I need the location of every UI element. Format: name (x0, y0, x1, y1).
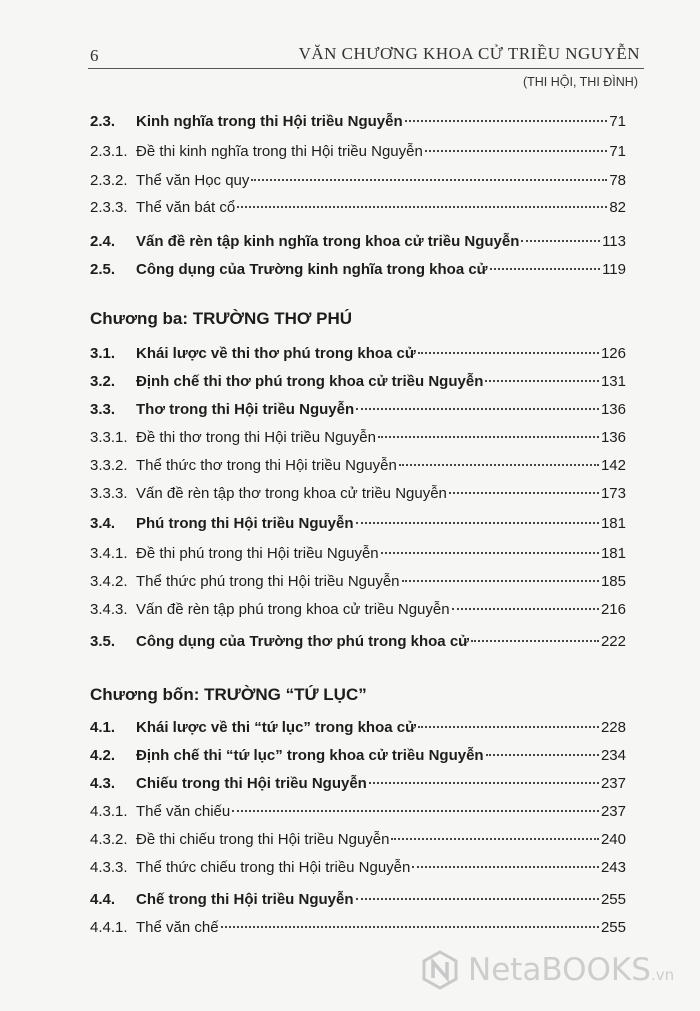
toc-entry (90, 196, 626, 220)
toc-dot-leader (418, 726, 599, 728)
toc-entry-title: Khái lược về thi “tứ lục” trong khoa cử (136, 719, 416, 736)
toc-entry (90, 828, 626, 852)
toc-entry-title: Thể văn chiếu (136, 803, 231, 820)
toc-entry-title: Thể văn Học quy (136, 172, 250, 189)
toc-entry-number: 2.3. (90, 113, 116, 130)
toc-dot-leader (251, 179, 607, 181)
toc-dot-leader (405, 120, 608, 122)
toc-entry-title: Định chế thi “tứ lục” trong khoa cử triều Nguyễn (136, 747, 484, 764)
toc-entry-number: 4.2. (90, 747, 116, 764)
toc-entry-number: 3.4.2. (90, 573, 128, 590)
running-title: VĂN CHƯƠNG KHOA CỬ TRIỀU NGUYỄN (298, 44, 640, 63)
toc-entry (90, 230, 626, 254)
toc-dot-leader (369, 782, 599, 784)
toc-entry (90, 542, 626, 566)
toc-entry-number: 4.3. (90, 775, 116, 792)
toc-entry-page: 222 (600, 633, 626, 650)
toc-entry-title: Vấn đề rèn tập phú trong khoa cử triều Nguyễn (136, 601, 450, 618)
toc-entry-number: 4.3.3. (90, 859, 128, 876)
toc-entry-title: Đề thi phú trong thi Hội triều Nguyễn (136, 545, 379, 562)
toc-dot-leader (399, 464, 599, 466)
toc-entry-title: Vấn đề rèn tập thơ trong khoa cử triều Nguyễn (136, 485, 447, 502)
toc-entry-page: 185 (600, 573, 626, 590)
toc-dot-leader (381, 552, 599, 554)
toc-entry-title: Phú trong thi Hội triều Nguyễn (136, 515, 354, 532)
toc-dot-leader (221, 926, 599, 928)
toc-entry-page: 181 (600, 515, 626, 532)
netabooks-watermark (420, 944, 690, 1000)
toc-entry-page: 255 (600, 891, 626, 908)
toc-entry-number: 2.3.3. (90, 199, 128, 216)
toc-entry-number: 4.4. (90, 891, 116, 908)
toc-dot-leader (356, 898, 599, 900)
toc-entry (90, 398, 626, 422)
toc-entry-title: Đề thi chiếu trong thi Hội triều Nguyễn (136, 831, 390, 848)
toc-dot-leader (449, 492, 599, 494)
watermark-text: NetaBOOKS.vn (468, 952, 675, 988)
toc-entry-title: Thể văn bát cổ (136, 199, 236, 216)
toc-entry-number: 3.4. (90, 515, 116, 532)
toc-entry (90, 110, 626, 134)
toc-entry-number: 3.5. (90, 633, 116, 650)
toc-entry (90, 482, 626, 506)
running-subtitle: (THI HỘI, THI ĐÌNH) (522, 75, 638, 89)
toc-entry-page: 234 (600, 747, 626, 764)
toc-entry-number: 4.4.1. (90, 919, 128, 936)
toc-entry-number: 3.3.1. (90, 429, 128, 446)
toc-dot-leader (378, 436, 599, 438)
toc-entry-title: Khái lược về thi thơ phú trong khoa cử (136, 345, 416, 362)
toc-entry-number: 2.3.2. (90, 172, 128, 189)
page-header (0, 0, 700, 100)
toc-dot-leader (485, 380, 599, 382)
toc-dot-leader (237, 206, 607, 208)
toc-entry-title: Đề thi thơ trong thi Hội triều Nguyễn (136, 429, 376, 446)
header-rule (88, 68, 644, 69)
toc-dot-leader (356, 522, 599, 524)
toc-entry-number: 3.3. (90, 401, 116, 418)
toc-entry-title: Thơ trong thi Hội triều Nguyễn (136, 401, 355, 418)
toc-entry-page: 142 (600, 457, 626, 474)
toc-dot-leader (402, 580, 599, 582)
toc-entry-title: Thể thức chiếu trong thi Hội triều Nguyễn (136, 859, 411, 876)
toc-entry-page: 240 (600, 831, 626, 848)
chapter-3-heading: Chương ba: TRƯỜNG THƠ PHÚ (90, 309, 353, 328)
toc-entry-number: 3.1. (90, 345, 116, 362)
toc-entry-page: 173 (600, 485, 626, 502)
toc-entry (90, 598, 626, 622)
toc-entry (90, 140, 626, 164)
toc-dot-leader (232, 810, 599, 812)
toc-dot-leader (452, 608, 599, 610)
toc-entry (90, 426, 626, 450)
toc-entry-title: Thể thức phú trong thi Hội triều Nguyễn (136, 573, 400, 590)
netabooks-logo-icon (420, 950, 460, 990)
toc-entry-page: 181 (600, 545, 626, 562)
chapter-4-heading: Chương bốn: TRƯỜNG “TỨ LỤC” (90, 685, 367, 704)
toc-dot-leader (521, 240, 600, 242)
toc-entry-number: 3.4.3. (90, 601, 128, 618)
toc-entry (90, 454, 626, 478)
toc-dot-leader (486, 754, 599, 756)
toc-entry (90, 800, 626, 824)
toc-entry-page: 82 (609, 199, 626, 216)
toc-entry-page: 237 (600, 803, 626, 820)
toc-entry (90, 716, 626, 740)
toc-entry (90, 342, 626, 366)
toc-entry-title: Thể văn chế (136, 919, 219, 936)
toc-entry-number: 2.3.1. (90, 143, 128, 160)
toc-entry-title: Đề thi kinh nghĩa trong thi Hội triều Nguyễn (136, 143, 423, 160)
toc-entry-page: 216 (600, 601, 626, 618)
toc-entry-page: 119 (602, 261, 626, 278)
toc-entry-page: 136 (600, 401, 626, 418)
toc-entry (90, 258, 626, 282)
toc-entry (90, 570, 626, 594)
toc-entry-page: 228 (600, 719, 626, 736)
page-number: 6 (90, 46, 99, 65)
toc-entry-page: 255 (600, 919, 626, 936)
toc-entry-page: 126 (600, 345, 626, 362)
toc-entry-page: 237 (600, 775, 626, 792)
toc-entry-number: 4.1. (90, 719, 116, 736)
toc-entry-title: Chế trong thi Hội triều Nguyễn (136, 891, 354, 908)
toc-entry-number: 3.3.3. (90, 485, 128, 502)
toc-entry-title: Định chế thi thơ phú trong khoa cử triều Nguyễn (136, 373, 484, 390)
toc-entry-page: 71 (609, 143, 626, 160)
toc-entry-page: 243 (600, 859, 626, 876)
toc-entry-title: Thể thức thơ trong thi Hội triều Nguyễn (136, 457, 397, 474)
toc-entry-page: 113 (602, 233, 626, 250)
toc-entry (90, 772, 626, 796)
toc-entry-title: Công dụng của Trường thơ phú trong khoa cử (136, 633, 470, 650)
toc-dot-leader (356, 408, 599, 410)
toc-entry-number: 3.4.1. (90, 545, 128, 562)
toc-entry (90, 744, 626, 768)
toc-dot-leader (490, 268, 601, 270)
toc-entry (90, 512, 626, 536)
toc-entry-number: 3.2. (90, 373, 116, 390)
toc-entry (90, 856, 626, 880)
toc-dot-leader (391, 838, 598, 840)
toc-dot-leader (412, 866, 599, 868)
toc-entry-number: 4.3.2. (90, 831, 128, 848)
toc-entry (90, 888, 626, 912)
toc-entry-number: 2.5. (90, 261, 116, 278)
toc-entry-number: 3.3.2. (90, 457, 128, 474)
toc-entry (90, 169, 626, 193)
toc-entry-title: Kinh nghĩa trong thi Hội triều Nguyễn (136, 113, 403, 130)
toc-entry-page: 136 (600, 429, 626, 446)
toc-entry (90, 916, 626, 940)
toc-entry-number: 4.3.1. (90, 803, 128, 820)
toc-dot-leader (471, 640, 599, 642)
toc-entry (90, 370, 626, 394)
toc-entry-title: Chiếu trong thi Hội triều Nguyễn (136, 775, 367, 792)
toc-dot-leader (425, 150, 607, 152)
toc-entry-page: 131 (600, 373, 626, 390)
toc-entry (90, 630, 626, 654)
toc-entry-page: 78 (609, 172, 626, 189)
toc-entry-number: 2.4. (90, 233, 116, 250)
toc-entry-title: Công dụng của Trường kinh nghĩa trong khoa cử (136, 261, 488, 278)
toc-dot-leader (418, 352, 599, 354)
toc-entry-page: 71 (609, 113, 626, 130)
toc-entry-title: Vấn đề rèn tập kinh nghĩa trong khoa cử triều Nguyễn (136, 233, 520, 250)
